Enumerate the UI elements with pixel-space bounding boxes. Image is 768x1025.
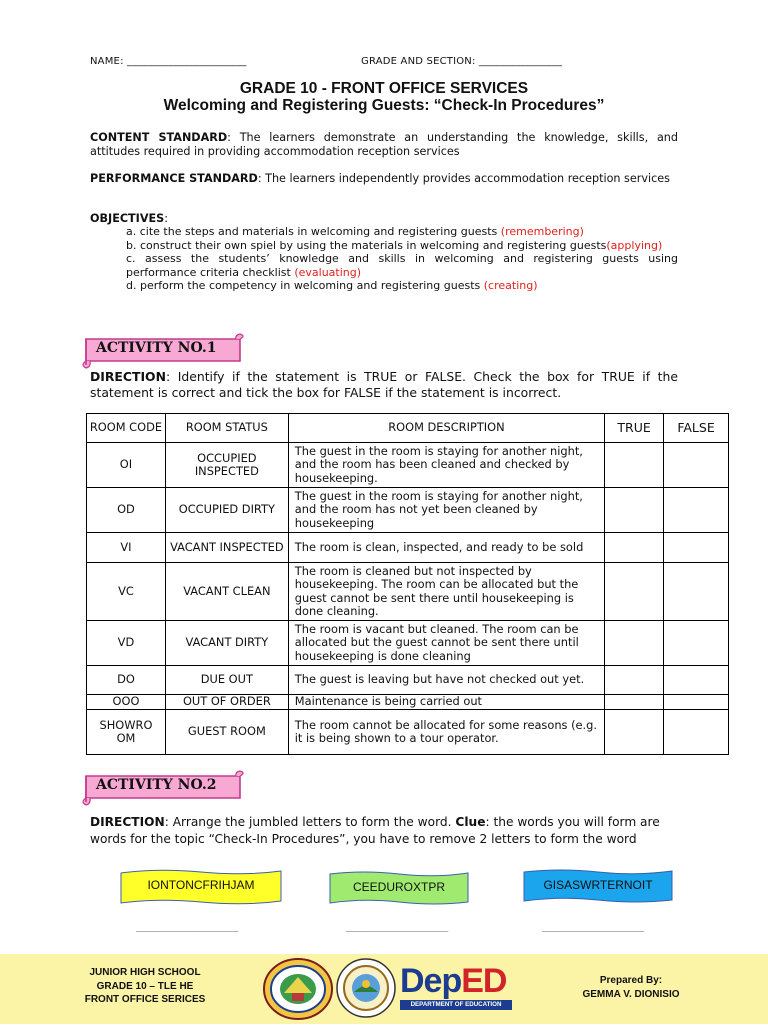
answer-line-1[interactable]: _________________ bbox=[136, 921, 239, 932]
room-status-cell: VACANT INSPECTED bbox=[165, 533, 288, 563]
room-code-cell: SHOWRO OM bbox=[87, 710, 166, 755]
true-checkbox-cell[interactable] bbox=[605, 710, 664, 755]
room-description-cell: The room is cleaned but not inspected by housekeeping. The room can be allocated but the guest cannot be sent there until housekeeping is done cleaning. bbox=[288, 563, 604, 621]
content-standard bbox=[90, 131, 678, 159]
objective-text: c. assess the students’ knowledge and skills in welcoming and registering guests using performance criteria checklist bbox=[126, 252, 678, 279]
room-description-cell: The guest in the room is staying for another night, and the room has been cleaned and checked by housekeeping. bbox=[288, 443, 604, 488]
school-seal-icon bbox=[262, 957, 334, 1021]
name-field-label: NAME: _______________________ bbox=[90, 56, 247, 67]
activity1-direction bbox=[90, 369, 678, 401]
room-code-cell: OD bbox=[87, 488, 166, 533]
objective-tag: (remembering) bbox=[500, 225, 584, 238]
performance-standard bbox=[90, 172, 678, 186]
room-code-cell: VI bbox=[87, 533, 166, 563]
table-row bbox=[87, 695, 729, 710]
table-row bbox=[87, 488, 729, 533]
clue-label: Clue bbox=[455, 815, 486, 829]
jumbled-word: IONTONCFRIHJAM bbox=[147, 878, 255, 892]
jumbled-word-box-1 bbox=[118, 868, 284, 906]
false-checkbox-cell[interactable] bbox=[664, 533, 729, 563]
activity2-banner bbox=[80, 770, 244, 803]
content-standard-label: CONTENT STANDARD bbox=[90, 131, 228, 144]
content-standard-text: : The learners demonstrate an understanding the knowledge, skills, and attitudes required in providing accommodation reception services bbox=[90, 131, 678, 158]
direction-text: : the words you will form are words for the topic “Check-In Procedures”, you have to remove 2 letters to form the word bbox=[90, 815, 660, 846]
grade-section-field-label: GRADE AND SECTION: ________________ bbox=[361, 56, 563, 67]
true-checkbox-cell[interactable] bbox=[605, 695, 664, 710]
page-title: GRADE 10 - FRONT OFFICE SERVICES bbox=[239, 80, 529, 97]
jumbled-word: GISASWRTERNOIT bbox=[543, 878, 653, 892]
room-code-cell: VC bbox=[87, 563, 166, 621]
false-checkbox-cell[interactable] bbox=[664, 666, 729, 695]
room-description-cell: The room is clean, inspected, and ready to be sold bbox=[288, 533, 604, 563]
direction-label: DIRECTION bbox=[90, 815, 165, 829]
header-room-code: ROOM CODE bbox=[87, 414, 166, 443]
objective-tag: (evaluating) bbox=[294, 265, 362, 279]
jumbled-word: CEEDUROXTPR bbox=[352, 880, 445, 894]
header-room-description: ROOM DESCRIPTION bbox=[288, 414, 604, 443]
activity1-banner bbox=[80, 333, 244, 366]
room-status-cell: VACANT DIRTY bbox=[165, 621, 288, 666]
activity2-title: ACTIVITY NO.2 bbox=[96, 777, 217, 793]
table-row bbox=[87, 710, 729, 755]
objective-text: a. cite the steps and materials in welcoming and registering guests bbox=[126, 225, 501, 238]
room-status-cell: VACANT CLEAN bbox=[165, 563, 288, 621]
table-row bbox=[87, 563, 729, 621]
room-code-cell: OOO bbox=[87, 695, 166, 710]
true-checkbox-cell[interactable] bbox=[605, 533, 664, 563]
answer-line-2[interactable]: _________________ bbox=[346, 921, 449, 932]
activity2-direction bbox=[90, 814, 690, 848]
room-description-cell: Maintenance is being carried out bbox=[288, 695, 604, 710]
room-status-cell: DUE OUT bbox=[165, 666, 288, 695]
prepared-label: Prepared By: bbox=[599, 975, 663, 986]
deped-logo: DepED DEPARTMENT OF EDUCATION bbox=[400, 963, 512, 1013]
objective-item bbox=[126, 279, 678, 293]
table-header-row bbox=[87, 414, 729, 443]
room-code-cell: OI bbox=[87, 443, 166, 488]
footer-school-info bbox=[60, 966, 230, 1007]
header-true: TRUE bbox=[605, 414, 664, 443]
direction-text: : Identify if the statement is TRUE or FALSE. Check the box for TRUE if the statement is correct and tick the box for FALSE if the statement is incorrect. bbox=[90, 369, 678, 400]
division-seal-icon bbox=[336, 958, 396, 1018]
room-description-cell: The room cannot be allocated for some reasons (e.g. it is being shown to a tour operator. bbox=[288, 710, 604, 755]
direction-label: DIRECTION bbox=[90, 369, 166, 384]
true-checkbox-cell[interactable] bbox=[605, 666, 664, 695]
deped-subtitle: DEPARTMENT OF EDUCATION bbox=[400, 1000, 512, 1010]
room-status-cell: GUEST ROOM bbox=[165, 710, 288, 755]
room-code-cell: DO bbox=[87, 666, 166, 695]
true-checkbox-cell[interactable] bbox=[605, 621, 664, 666]
footer-line: JUNIOR HIGH SCHOOL bbox=[89, 967, 201, 978]
table-row bbox=[87, 443, 729, 488]
answer-line-3[interactable]: _________________ bbox=[542, 921, 645, 932]
table-row bbox=[87, 621, 729, 666]
false-checkbox-cell[interactable] bbox=[664, 488, 729, 533]
performance-standard-text: : The learners independently provides accommodation reception services bbox=[257, 172, 670, 185]
room-description-cell: The guest is leaving but have not checked out yet. bbox=[288, 666, 604, 695]
header-false: FALSE bbox=[664, 414, 729, 443]
objective-text: b. construct their own spiel by using the materials in welcoming and registering guests bbox=[126, 238, 607, 252]
objectives-colon: : bbox=[164, 212, 168, 225]
activity1-title: ACTIVITY NO.1 bbox=[96, 340, 217, 356]
footer-prepared-by bbox=[556, 974, 706, 1001]
footer-line: GRADE 10 – TLE HE bbox=[96, 980, 194, 992]
objective-tag: (applying) bbox=[606, 238, 663, 252]
direction-text: : Arrange the jumbled letters to form the word. bbox=[164, 815, 456, 829]
true-checkbox-cell[interactable] bbox=[605, 443, 664, 488]
true-checkbox-cell[interactable] bbox=[605, 563, 664, 621]
room-description-cell: The room is vacant but cleaned. The room can be allocated but the guest cannot be sent there until housekeeping is done cleaning bbox=[288, 621, 604, 666]
room-code-cell: VD bbox=[87, 621, 166, 666]
objective-item bbox=[126, 239, 678, 253]
table-row bbox=[87, 666, 729, 695]
performance-standard-label: PERFORMANCE STANDARD bbox=[90, 172, 258, 185]
header-room-status: ROOM STATUS bbox=[165, 414, 288, 443]
false-checkbox-cell[interactable] bbox=[664, 621, 729, 666]
false-checkbox-cell[interactable] bbox=[664, 710, 729, 755]
objective-text: d. perform the competency in welcoming and registering guests bbox=[126, 279, 484, 292]
objectives-list bbox=[126, 225, 678, 293]
false-checkbox-cell[interactable] bbox=[664, 563, 729, 621]
room-status-table bbox=[86, 413, 729, 755]
false-checkbox-cell[interactable] bbox=[664, 695, 729, 710]
room-description-cell: The guest in the room is staying for another night, and the room has not yet been cleaned by housekeeping bbox=[288, 488, 604, 533]
prepared-name: GEMMA V. DIONISIO bbox=[582, 988, 680, 1000]
objectives-label: OBJECTIVES bbox=[90, 212, 165, 225]
false-checkbox-cell[interactable] bbox=[664, 443, 729, 488]
objective-item bbox=[126, 225, 678, 239]
true-checkbox-cell[interactable] bbox=[605, 488, 664, 533]
objective-item bbox=[126, 252, 678, 279]
objective-tag: (creating) bbox=[483, 279, 538, 292]
footer-line: FRONT OFFICE SERICES bbox=[84, 994, 206, 1005]
page-subtitle: Welcoming and Registering Guests: “Check-In Procedures” bbox=[163, 97, 605, 114]
jumbled-word-box-2 bbox=[327, 870, 471, 906]
objectives-heading bbox=[90, 212, 678, 226]
room-status-cell: OUT OF ORDER bbox=[165, 695, 288, 710]
room-status-cell: OCCUPIED DIRTY bbox=[165, 488, 288, 533]
jumbled-word-box-3 bbox=[521, 868, 675, 904]
room-status-cell: OCCUPIED INSPECTED bbox=[165, 443, 288, 488]
table-row bbox=[87, 533, 729, 563]
